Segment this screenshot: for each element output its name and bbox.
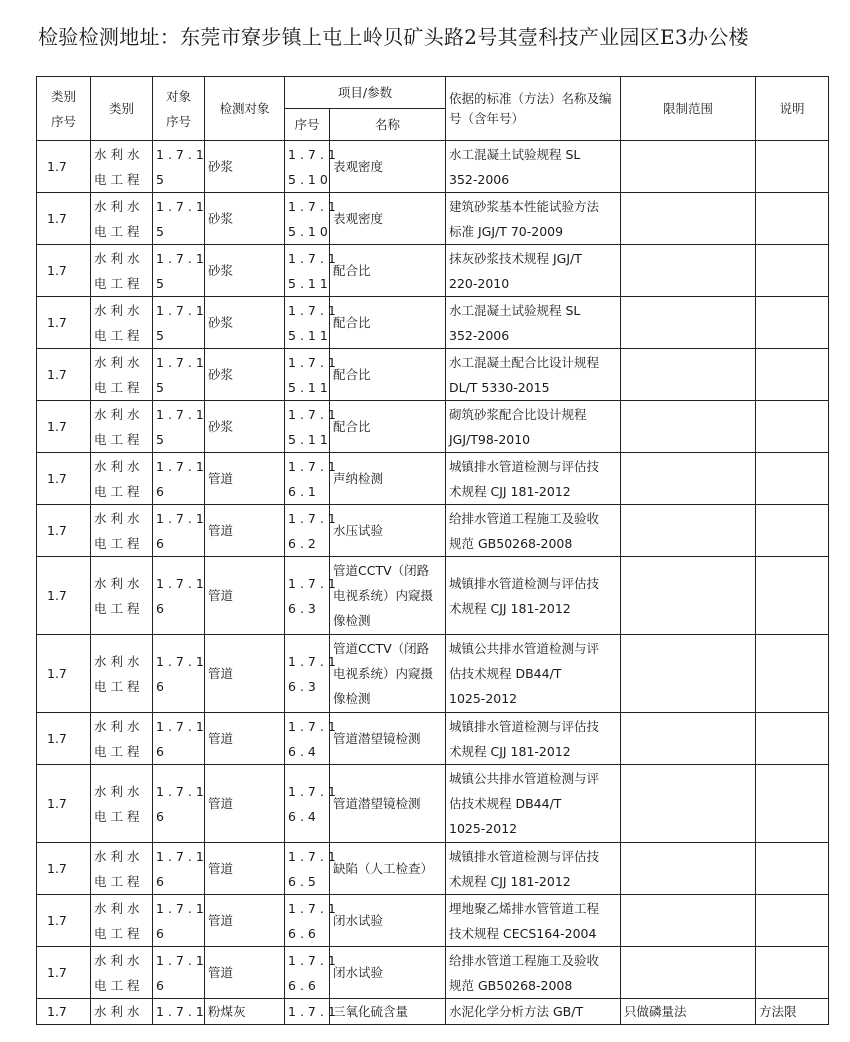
table-row: [37, 999, 829, 1025]
cell-category: 水利水 电工程: [91, 193, 153, 245]
cell-object: 粉煤灰: [205, 999, 285, 1025]
cell-object: 砂浆: [205, 349, 285, 401]
cell-object: 管道: [205, 557, 285, 635]
cell-standard: 城镇公共排水管道检测与评 估技术规程 DB44/T 1025-2012: [446, 765, 621, 843]
cell-item-no: 1.7.1 5.10: [285, 193, 330, 245]
cell-category-no: 1.7: [37, 401, 91, 453]
cell-standard: 给排水管道工程施工及验收 规范 GB50268-2008: [446, 947, 621, 999]
cell-item-name: 三氧化硫含量: [330, 999, 446, 1025]
cell-limit: [621, 193, 756, 245]
cell-item-no: 1.7.1 6.4: [285, 713, 330, 765]
cell-object-no: 1.7.1 5: [153, 401, 205, 453]
header-object: 检测对象: [205, 77, 285, 141]
cell-category-no: 1.7: [37, 713, 91, 765]
table-row: [37, 349, 829, 401]
cell-standard: 给排水管道工程施工及验收 规范 GB50268-2008: [446, 505, 621, 557]
cell-object-no: 1.7.1 5: [153, 141, 205, 193]
cell-category: 水利水 电工程: [91, 401, 153, 453]
cell-category: 水利水 电工程: [91, 297, 153, 349]
table-row: [37, 297, 829, 349]
cell-object-no: 1.7.1 6: [153, 557, 205, 635]
cell-standard: 水工混凝土试验规程 SL 352-2006: [446, 141, 621, 193]
cell-category: 水利水 电工程: [91, 895, 153, 947]
cell-limit: [621, 245, 756, 297]
cell-item-name: 配合比: [330, 349, 446, 401]
cell-object: 砂浆: [205, 193, 285, 245]
cell-note: [756, 141, 829, 193]
cell-item-no: 1.7.1 6.6: [285, 947, 330, 999]
cell-category-no: 1.7: [37, 557, 91, 635]
cell-limit: [621, 765, 756, 843]
cell-standard: 埋地聚乙烯排水管管道工程 技术规程 CECS164-2004: [446, 895, 621, 947]
cell-item-no: 1.7.1 5.10: [285, 141, 330, 193]
cell-object: 砂浆: [205, 297, 285, 349]
cell-standard: 城镇公共排水管道检测与评 估技术规程 DB44/T 1025-2012: [446, 635, 621, 713]
cell-category: 水利水 电工程: [91, 453, 153, 505]
cell-standard: 城镇排水管道检测与评估技 术规程 CJJ 181-2012: [446, 557, 621, 635]
cell-standard: 城镇排水管道检测与评估技 术规程 CJJ 181-2012: [446, 453, 621, 505]
cell-object-no: 1.7.1 6: [153, 713, 205, 765]
cell-note: [756, 557, 829, 635]
cell-item-no: 1.7.1 6.2: [285, 505, 330, 557]
cell-limit: 只做磷量法: [621, 999, 756, 1025]
cell-category: 水利水 电工程: [91, 505, 153, 557]
cell-limit: [621, 843, 756, 895]
cell-category: 水利水 电工程: [91, 843, 153, 895]
cell-category-no: 1.7: [37, 999, 91, 1025]
cell-category-no: 1.7: [37, 505, 91, 557]
cell-limit: [621, 453, 756, 505]
cell-item-name: 表观密度: [330, 141, 446, 193]
cell-note: [756, 765, 829, 843]
table-row: [37, 245, 829, 297]
cell-standard: 抹灰砂浆技术规程 JGJ/T 220-2010: [446, 245, 621, 297]
cell-category: 水利水: [91, 999, 153, 1025]
cell-object-no: 1.7.1: [153, 999, 205, 1025]
cell-category: 水利水 电工程: [91, 141, 153, 193]
cell-object: 砂浆: [205, 401, 285, 453]
table-row: [37, 635, 829, 713]
cell-item-no: 1.7.1 5.11: [285, 401, 330, 453]
header-item-no: 序号: [285, 109, 330, 141]
table-row: [37, 947, 829, 999]
cell-object-no: 1.7.1 5: [153, 297, 205, 349]
cell-item-name: 水压试验: [330, 505, 446, 557]
cell-item-no: 1.7.1 6.4: [285, 765, 330, 843]
cell-limit: [621, 297, 756, 349]
cell-category-no: 1.7: [37, 193, 91, 245]
cell-object: 管道: [205, 843, 285, 895]
cell-category-no: 1.7: [37, 245, 91, 297]
document-title: 检验检测地址：东莞市寮步镇上屯上岭贝矿头路2号其壹科技产业园区E3办公楼: [38, 25, 749, 49]
cell-limit: [621, 401, 756, 453]
cell-limit: [621, 505, 756, 557]
cell-item-no: 1.7.1: [285, 999, 330, 1025]
cell-item-no: 1.7.1 5.11: [285, 297, 330, 349]
cell-standard: 水泥化学分析方法 GB/T: [446, 999, 621, 1025]
cell-note: [756, 401, 829, 453]
header-category-no: 类别 序号: [37, 77, 91, 141]
cell-note: [756, 453, 829, 505]
cell-item-no: 1.7.1 6.3: [285, 557, 330, 635]
table-row: [37, 713, 829, 765]
cell-category-no: 1.7: [37, 895, 91, 947]
cell-category: 水利水 电工程: [91, 947, 153, 999]
cell-limit: [621, 349, 756, 401]
cell-object-no: 1.7.1 6: [153, 453, 205, 505]
cell-item-name: 闭水试验: [330, 895, 446, 947]
cell-object-no: 1.7.1 5: [153, 245, 205, 297]
table-row: [37, 401, 829, 453]
cell-category: 水利水 电工程: [91, 713, 153, 765]
cell-category-no: 1.7: [37, 141, 91, 193]
header-object-no: 对象 序号: [153, 77, 205, 141]
header-item-name: 名称: [330, 109, 446, 141]
cell-standard: 城镇排水管道检测与评估技 术规程 CJJ 181-2012: [446, 713, 621, 765]
cell-object-no: 1.7.1 6: [153, 505, 205, 557]
cell-object-no: 1.7.1 6: [153, 765, 205, 843]
cell-note: [756, 297, 829, 349]
cell-item-name: 配合比: [330, 401, 446, 453]
cell-note: [756, 947, 829, 999]
cell-item-no: 1.7.1 6.5: [285, 843, 330, 895]
cell-limit: [621, 635, 756, 713]
header-note: 说明: [756, 77, 829, 141]
cell-standard: 城镇排水管道检测与评估技 术规程 CJJ 181-2012: [446, 843, 621, 895]
table-row: [37, 505, 829, 557]
cell-category-no: 1.7: [37, 947, 91, 999]
cell-object: 管道: [205, 713, 285, 765]
header-limit: 限制范围: [621, 77, 756, 141]
cell-object: 砂浆: [205, 245, 285, 297]
header-item-param: 项目/参数: [285, 77, 446, 109]
cell-limit: [621, 947, 756, 999]
table-row: [37, 843, 829, 895]
cell-category-no: 1.7: [37, 765, 91, 843]
cell-note: 方法限: [756, 999, 829, 1025]
cell-note: [756, 843, 829, 895]
cell-object-no: 1.7.1 5: [153, 349, 205, 401]
cell-item-no: 1.7.1 6.3: [285, 635, 330, 713]
cell-limit: [621, 713, 756, 765]
cell-note: [756, 193, 829, 245]
table-row: [37, 557, 829, 635]
table-row: [37, 765, 829, 843]
cell-category-no: 1.7: [37, 453, 91, 505]
cell-item-no: 1.7.1 6.6: [285, 895, 330, 947]
cell-item-no: 1.7.1 5.11: [285, 245, 330, 297]
cell-standard: 水工混凝土试验规程 SL 352-2006: [446, 297, 621, 349]
cell-item-name: 配合比: [330, 245, 446, 297]
cell-object-no: 1.7.1 6: [153, 635, 205, 713]
cell-item-name: 管道潜望镜检测: [330, 765, 446, 843]
cell-item-name: 配合比: [330, 297, 446, 349]
cell-object: 管道: [205, 895, 285, 947]
cell-category: 水利水 电工程: [91, 349, 153, 401]
cell-note: [756, 349, 829, 401]
cell-standard: 建筑砂浆基本性能试验方法 标准 JGJ/T 70-2009: [446, 193, 621, 245]
cell-category-no: 1.7: [37, 635, 91, 713]
cell-item-name: 管道潜望镜检测: [330, 713, 446, 765]
cell-limit: [621, 895, 756, 947]
cell-note: [756, 245, 829, 297]
header-category: 类别: [91, 77, 153, 141]
cell-limit: [621, 141, 756, 193]
cell-note: [756, 895, 829, 947]
cell-standard: 砌筑砂浆配合比设计规程 JGJ/T98-2010: [446, 401, 621, 453]
table-row: [37, 453, 829, 505]
cell-object-no: 1.7.1 6: [153, 843, 205, 895]
cell-item-name: 闭水试验: [330, 947, 446, 999]
cell-object: 管道: [205, 947, 285, 999]
cell-object: 管道: [205, 505, 285, 557]
cell-limit: [621, 557, 756, 635]
cell-object-no: 1.7.1 6: [153, 895, 205, 947]
cell-item-name: 管道CCTV（闭路 电视系统）内窥摄 像检测: [330, 557, 446, 635]
inspection-scope-table: [36, 76, 829, 1025]
cell-category-no: 1.7: [37, 349, 91, 401]
table-row: [37, 193, 829, 245]
cell-object-no: 1.7.1 6: [153, 947, 205, 999]
cell-item-name: 缺陷（人工检查）: [330, 843, 446, 895]
cell-category: 水利水 电工程: [91, 765, 153, 843]
cell-item-name: 管道CCTV（闭路 电视系统）内窥摄 像检测: [330, 635, 446, 713]
cell-standard: 水工混凝土配合比设计规程 DL/T 5330-2015: [446, 349, 621, 401]
cell-note: [756, 713, 829, 765]
table-row: [37, 141, 829, 193]
cell-item-no: 1.7.1 5.11: [285, 349, 330, 401]
cell-category: 水利水 电工程: [91, 635, 153, 713]
cell-item-name: 声纳检测: [330, 453, 446, 505]
cell-object: 管道: [205, 765, 285, 843]
cell-item-no: 1.7.1 6.1: [285, 453, 330, 505]
table-row: [37, 895, 829, 947]
cell-object: 管道: [205, 453, 285, 505]
header-standard: 依据的标准（方法）名称及编号（含年号）: [446, 77, 621, 141]
cell-object-no: 1.7.1 5: [153, 193, 205, 245]
cell-category: 水利水 电工程: [91, 557, 153, 635]
cell-category-no: 1.7: [37, 297, 91, 349]
cell-note: [756, 635, 829, 713]
cell-object: 管道: [205, 635, 285, 713]
cell-note: [756, 505, 829, 557]
cell-category-no: 1.7: [37, 843, 91, 895]
cell-object: 砂浆: [205, 141, 285, 193]
cell-item-name: 表观密度: [330, 193, 446, 245]
cell-category: 水利水 电工程: [91, 245, 153, 297]
